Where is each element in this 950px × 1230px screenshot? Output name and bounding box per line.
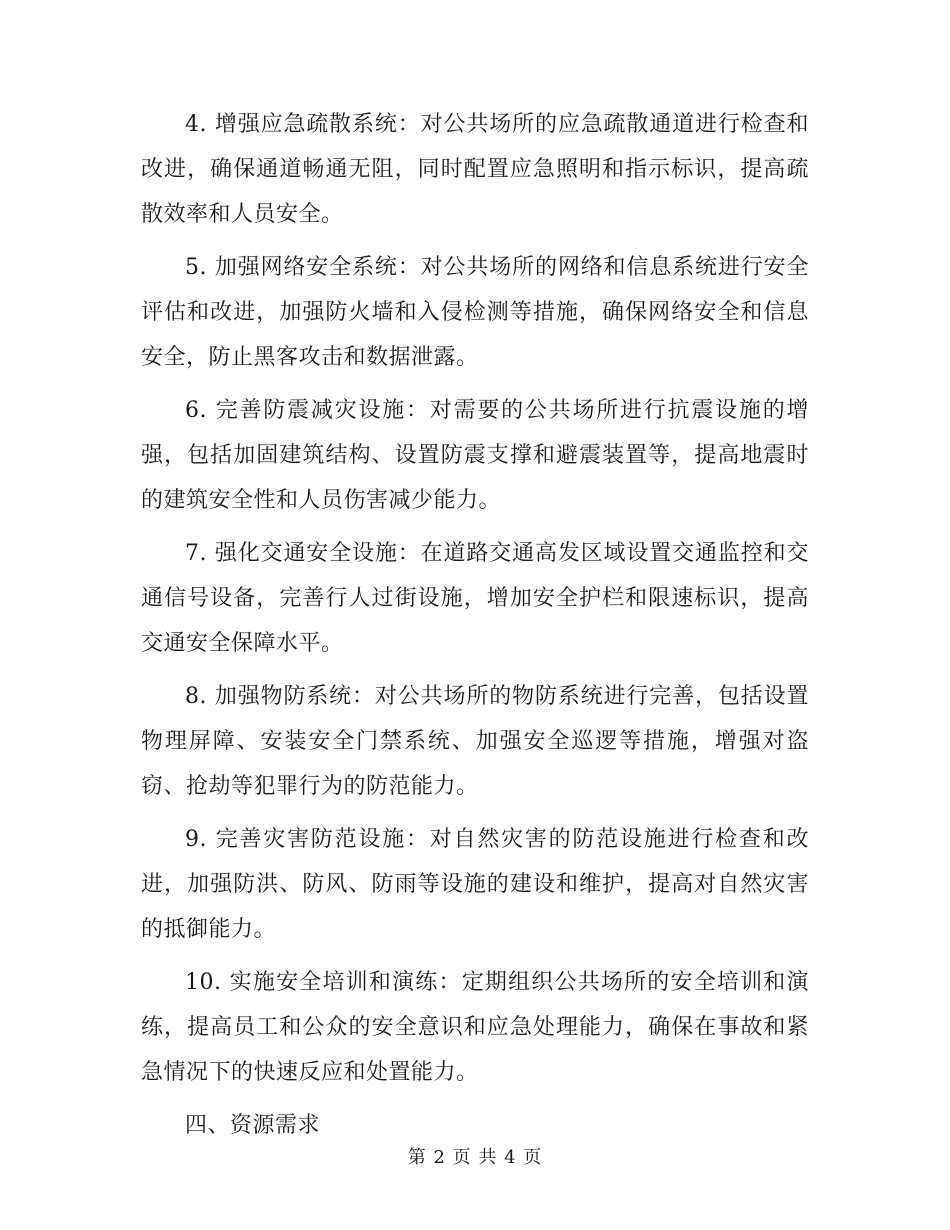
page-number-footer: 第 2 页 共 4 页 (407, 1147, 543, 1168)
paragraph-item-5: 5. 加强网络安全系统：对公共场所的网络和信息系统进行安全评估和改进，加强防火墙和入侵检测等措施，确保网络安全和信息安全，防止黑客攻击和数据泄露。 (141, 255, 809, 370)
paragraph-item-10: 10. 实施安全培训和演练：定期组织公共场所的安全培训和演练，提高员工和公众的安全意识和应急处理能力，确保在事故和紧急情况下的快速反应和处置能力。 (141, 970, 809, 1085)
paragraph-item-9: 9. 完善灾害防范设施：对自然灾害的防范设施进行检查和改进，加强防洪、防风、防雨等设施的建设和维护，提高对自然灾害的抵御能力。 (141, 827, 809, 942)
paragraph-item-6: 6. 完善防震减灾设施：对需要的公共场所进行抗震设施的增强，包括加固建筑结构、设置防震支撑和避震装置等，提高地震时的建筑安全性和人员伤害减少能力。 (141, 398, 809, 513)
document-body (141, 102, 809, 1148)
paragraph-item-4: 4. 增强应急疏散系统：对公共场所的应急疏散通道进行检查和改进，确保通道畅通无阻，同时配置应急照明和指示标识，提高疏散效率和人员安全。 (141, 112, 809, 227)
section-heading: 四、资源需求 (185, 1113, 321, 1138)
paragraph-item-7: 7. 强化交通安全设施：在道路交通高发区域设置交通监控和交通信号设备，完善行人过街设施，增加安全护栏和限速标识，提高交通安全保障水平。 (141, 541, 809, 656)
paragraph-item-8: 8. 加强物防系统：对公共场所的物防系统进行完善，包括设置物理屏障、安装安全门禁系统、加强安全巡逻等措施，增强对盗窃、抢劫等犯罪行为的防范能力。 (141, 684, 809, 799)
